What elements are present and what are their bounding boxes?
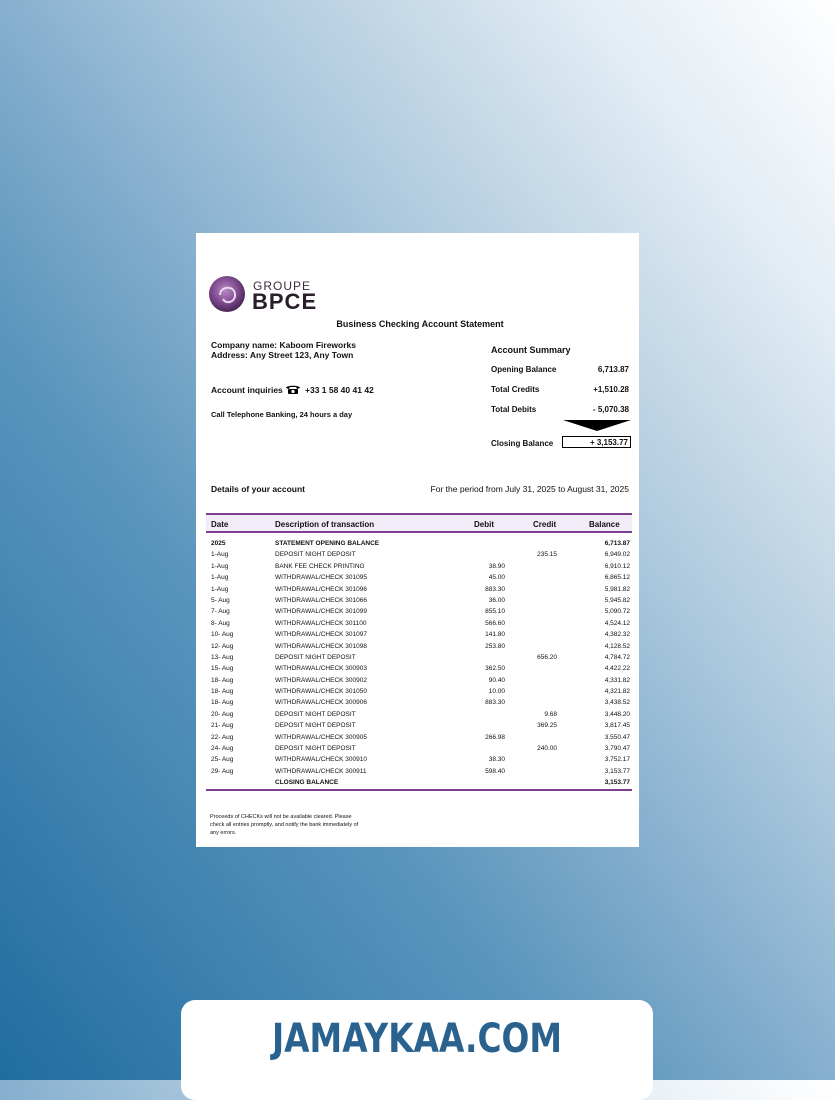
row-balance: 4,784.72 — [604, 653, 630, 661]
row-description: WITHDRAWAL/CHECK 300910 — [275, 756, 367, 764]
col-debit: Debit — [474, 520, 494, 529]
row-date: 8- Aug — [211, 619, 230, 627]
row-description: DEPOSIT NIGHT DEPOSIT — [275, 551, 356, 559]
statement-document — [196, 233, 639, 847]
row-description: WITHDRAWAL/CHECK 301050 — [275, 688, 367, 696]
logo-bpce-text: BPCE — [252, 289, 318, 314]
row-debit: 10.00 — [488, 688, 505, 696]
site-banner — [181, 1000, 653, 1100]
telephone-icon — [285, 382, 301, 400]
table-bottom-rule — [206, 789, 632, 791]
row-credit: 240.00 — [537, 745, 557, 753]
row-date: 21- Aug — [211, 722, 234, 730]
col-date: Date — [211, 520, 229, 529]
row-credit: 656.20 — [537, 653, 557, 661]
statement-title: Business Checking Account Statement — [336, 319, 504, 329]
row-description: STATEMENT OPENING BALANCE — [275, 540, 380, 547]
row-balance: 4,524.12 — [604, 619, 630, 627]
row-description: WITHDRAWAL/CHECK 301098 — [275, 642, 367, 650]
row-date: 1-Aug — [211, 562, 229, 570]
table-row — [206, 710, 632, 721]
company-name: Company name: Kaboom Fireworks — [211, 340, 357, 350]
row-date: 2025 — [211, 540, 226, 547]
row-description: CLOSING BALANCE — [275, 779, 339, 787]
transactions-table-body — [206, 539, 632, 790]
row-debit: 141.80 — [485, 631, 505, 639]
row-balance: 3,438.52 — [604, 699, 630, 707]
col-description: Description of transaction — [275, 520, 375, 529]
phone-number[interactable]: +33 1 58 40 41 42 — [305, 385, 374, 395]
row-description: WITHDRAWAL/CHECK 301100 — [275, 619, 367, 627]
row-description: DEPOSIT NIGHT DEPOSIT — [275, 710, 356, 718]
row-debit: 266.98 — [485, 733, 505, 741]
row-date: 18- Aug — [211, 688, 234, 696]
row-date: 18- Aug — [211, 676, 234, 684]
row-balance: 3,153.77 — [604, 779, 630, 787]
table-row — [206, 778, 632, 789]
row-balance: 6,949.02 — [604, 551, 630, 559]
total-debits-value: - 5,070.38 — [592, 405, 629, 414]
details-label: Details of your account — [211, 484, 305, 494]
table-row — [206, 550, 632, 561]
table-row — [206, 607, 632, 618]
row-date: 13- Aug — [211, 653, 234, 661]
table-row — [206, 733, 632, 744]
row-balance: 3,153.77 — [604, 767, 630, 775]
row-debit: 36.00 — [488, 596, 505, 604]
row-date: 7- Aug — [211, 608, 230, 616]
bpce-logo — [208, 275, 318, 320]
opening-balance-value: 6,713.87 — [597, 365, 629, 374]
row-date: 1-Aug — [211, 551, 229, 559]
total-credits-label: Total Credits — [491, 385, 540, 394]
row-balance: 3,448.20 — [604, 710, 630, 718]
row-balance: 3,817.45 — [604, 722, 630, 730]
table-row — [206, 562, 632, 573]
row-debit: 855.10 — [485, 608, 505, 616]
table-row — [206, 642, 632, 653]
row-debit: 362.50 — [485, 665, 505, 673]
row-date: 29- Aug — [211, 767, 234, 775]
row-date: 1-Aug — [211, 574, 229, 582]
table-row — [206, 630, 632, 641]
table-row — [206, 539, 632, 550]
table-row — [206, 687, 632, 698]
table-row — [206, 755, 632, 766]
table-row — [206, 653, 632, 664]
row-balance: 6,910.12 — [604, 562, 630, 570]
row-credit: 369.25 — [537, 722, 557, 730]
row-description: WITHDRAWAL/CHECK 300911 — [275, 767, 367, 775]
row-description: WITHDRAWAL/CHECK 301095 — [275, 574, 367, 582]
table-row — [206, 721, 632, 732]
account-summary-heading: Account Summary — [491, 345, 571, 355]
row-date: 10- Aug — [211, 631, 234, 639]
row-description: WITHDRAWAL/CHECK 301097 — [275, 631, 367, 639]
row-date: 20- Aug — [211, 710, 234, 718]
table-row — [206, 664, 632, 675]
row-balance: 6,865.12 — [604, 574, 630, 582]
table-row — [206, 698, 632, 709]
table-row — [206, 585, 632, 596]
row-date: 18- Aug — [211, 699, 234, 707]
row-debit: 38.30 — [488, 756, 505, 764]
row-debit: 598.40 — [485, 767, 505, 775]
row-description: DEPOSIT NIGHT DEPOSIT — [275, 745, 356, 753]
row-description: WITHDRAWAL/CHECK 300902 — [275, 676, 367, 684]
row-date: 1-Aug — [211, 585, 229, 593]
row-credit: 235.15 — [537, 551, 557, 559]
row-debit: 38.90 — [488, 562, 505, 570]
row-description: WITHDRAWAL/CHECK 301099 — [275, 608, 367, 616]
row-date: 12- Aug — [211, 642, 234, 650]
row-debit: 90.40 — [488, 676, 505, 684]
row-debit: 253.80 — [485, 642, 505, 650]
row-balance: 4,321.82 — [604, 688, 630, 696]
row-balance: 3,790.47 — [604, 745, 630, 753]
col-credit: Credit — [533, 520, 557, 529]
row-debit: 566.60 — [485, 619, 505, 627]
row-balance: 4,331.82 — [604, 676, 630, 684]
row-balance: 5,945.82 — [604, 596, 630, 604]
table-row — [206, 744, 632, 755]
closing-balance-value: + 3,153.77 — [562, 436, 631, 448]
row-debit: 883.30 — [485, 585, 505, 593]
telebanking-note: Call Telephone Banking, 24 hours a day — [211, 410, 353, 419]
table-row — [206, 619, 632, 630]
transactions-table-header — [206, 513, 632, 533]
row-description: WITHDRAWAL/CHECK 301066 — [275, 596, 367, 604]
statement-period: For the period from July 31, 2025 to August 31, 2025 — [430, 484, 629, 494]
row-debit: 45.00 — [488, 574, 505, 582]
total-debits-label: Total Debits — [491, 405, 537, 414]
row-balance: 5,090.72 — [604, 608, 630, 616]
total-credits-value: +1,510.28 — [593, 385, 629, 394]
col-balance: Balance — [589, 520, 620, 529]
closing-balance-label: Closing Balance — [491, 439, 554, 448]
row-balance: 4,128.52 — [604, 642, 630, 650]
row-date: 25- Aug — [211, 756, 234, 764]
row-description: BANK FEE CHECK PRINTING — [275, 562, 365, 570]
row-balance: 6,713.87 — [604, 540, 630, 547]
account-inquiries-label: Account inquiries — [211, 385, 283, 395]
table-row — [206, 767, 632, 778]
row-balance: 4,422.22 — [604, 665, 630, 673]
site-banner-text[interactable]: JAMAYKAA.COM — [271, 1016, 563, 1062]
down-arrow-icon — [563, 420, 631, 431]
row-date: 15- Aug — [211, 665, 234, 673]
row-description: DEPOSIT NIGHT DEPOSIT — [275, 722, 356, 730]
row-balance: 3,550.47 — [604, 733, 630, 741]
row-date: 22- Aug — [211, 733, 234, 741]
row-date: 24- Aug — [211, 745, 234, 753]
table-row — [206, 596, 632, 607]
row-description: WITHDRAWAL/CHECK 301096 — [275, 585, 367, 593]
row-balance: 3,752.17 — [604, 756, 630, 764]
bpce-swirl-icon — [208, 275, 248, 315]
table-row — [206, 573, 632, 584]
row-date: 5- Aug — [211, 596, 230, 604]
row-credit: 9.68 — [544, 710, 557, 718]
opening-balance-label: Opening Balance — [491, 365, 557, 374]
row-description: WITHDRAWAL/CHECK 300906 — [275, 699, 367, 707]
row-debit: 883.30 — [485, 699, 505, 707]
company-address: Address: Any Street 123, Any Town — [211, 350, 354, 360]
logo-groupe-text: GROUPE — [253, 279, 312, 293]
row-description: WITHDRAWAL/CHECK 300905 — [275, 733, 367, 741]
row-description: DEPOSIT NIGHT DEPOSIT — [275, 653, 356, 661]
row-description: WITHDRAWAL/CHECK 300903 — [275, 665, 367, 673]
table-row — [206, 676, 632, 687]
row-balance: 5,981.82 — [604, 585, 630, 593]
row-balance: 4,382.32 — [604, 631, 630, 639]
footer-note: Proceeds of CHECKs will not be available cleared. Please check all entries promptly, and notify the bank immediately of any errors. — [210, 814, 359, 836]
